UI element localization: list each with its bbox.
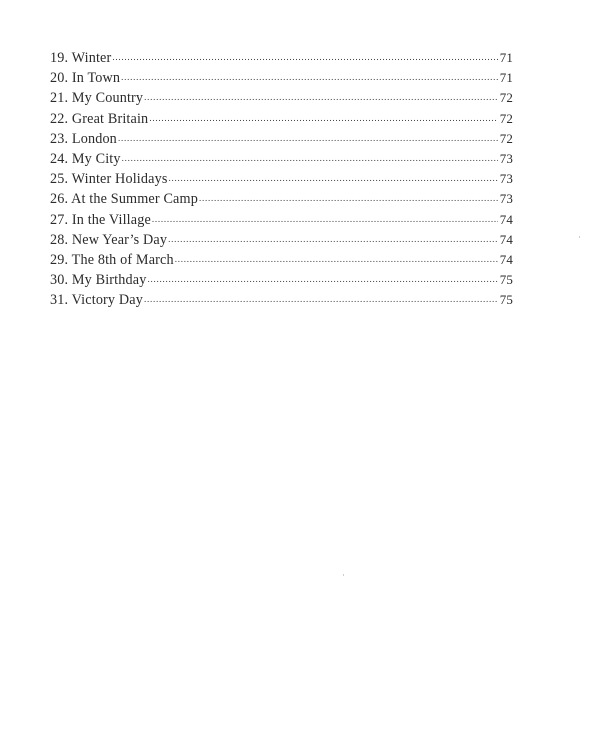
toc-entry-number: 26. [50,191,69,208]
toc-leader-dots [152,209,498,229]
toc-entry-number: 31. [50,292,69,309]
toc-leader-dots [169,168,498,188]
toc-page-number: 72 [499,90,513,106]
toc-page-number: 74 [499,231,513,247]
toc-entry [50,250,513,270]
toc-entry-number: 23. [50,130,69,147]
toc-entry-title [50,149,122,169]
toc-entry-text: In Town [71,70,121,87]
toc-leader-dots [112,47,497,67]
toc-leader-dots [149,108,497,128]
toc-entry-text: The 8th of March [71,251,174,268]
toc-page-number: 72 [499,110,513,126]
toc-entry-number: 25. [50,171,69,188]
toc-entry-title [50,290,144,310]
toc-leader-dots [147,269,497,289]
toc-page-number: 73 [499,150,513,166]
toc-entry-number: 30. [50,272,69,289]
toc-entry [50,88,513,108]
toc-entry [50,270,513,290]
toc-page-number: 71 [499,50,513,65]
toc-entry-number: 20. [50,70,69,87]
toc-entry [50,189,513,209]
toc-entry-number: 24. [50,150,69,167]
toc-entry-text: New Year’s Day [71,231,168,248]
toc-entry [50,169,513,189]
toc-entry-title [50,48,112,68]
toc-entry-title [50,169,169,189]
toc-entry-title [50,270,147,290]
toc-entry-title [50,250,175,270]
toc-entry [50,68,513,88]
toc-entry-title [50,230,168,250]
toc-entry-text: London [71,130,117,147]
toc-entry [50,210,513,230]
toc-entry-title [50,68,121,88]
scan-speck [343,574,344,576]
toc-entry [50,109,513,129]
toc-entry-title [50,109,149,129]
toc-entry [50,290,513,310]
toc-page-number: 74 [499,251,513,267]
toc-entry-text: Victory Day [71,292,143,309]
toc-leader-dots [199,188,498,208]
toc-entry-text: In the Village [71,211,151,228]
table-of-contents [50,48,513,310]
toc-leader-dots [118,128,498,148]
toc-page-number: 73 [499,191,513,207]
toc-entry-title [50,129,118,149]
toc-entry-text: At the Summer Camp [71,191,198,208]
toc-entry-title [50,210,152,230]
toc-leader-dots [121,67,498,87]
toc-page-number: 75 [499,292,513,308]
toc-page-number: 72 [499,130,513,146]
toc-entry-number: 19. [50,50,69,66]
toc-entry-title [50,88,144,108]
toc-page-number: 75 [499,272,513,288]
toc-leader-dots [122,148,498,168]
toc-entry-number: 21. [50,90,69,107]
toc-entry-number: 22. [50,110,69,127]
toc-leader-dots [144,87,498,107]
toc-page-number: 74 [499,211,513,227]
toc-entry-text: Winter Holidays [71,171,168,188]
toc-entry-text: My City [71,150,121,167]
toc-entry [50,129,513,149]
toc-entry [50,230,513,250]
toc-leader-dots [168,229,498,249]
toc-entry-text: Winter [71,50,112,66]
toc-leader-dots [175,249,498,269]
toc-entry [50,149,513,169]
toc-entry-text: My Country [71,90,144,107]
toc-entry [50,48,513,68]
toc-entry-number: 29. [50,251,69,268]
toc-page-number: 71 [499,70,513,86]
toc-leader-dots [144,289,498,309]
toc-entry-text: My Birthday [71,272,147,289]
toc-entry-text: Great Britain [71,110,149,127]
scan-speck [579,236,580,238]
toc-entry-number: 28. [50,231,69,248]
toc-entry-title [50,189,199,209]
toc-entry-number: 27. [50,211,69,228]
toc-page-number: 73 [499,171,513,187]
